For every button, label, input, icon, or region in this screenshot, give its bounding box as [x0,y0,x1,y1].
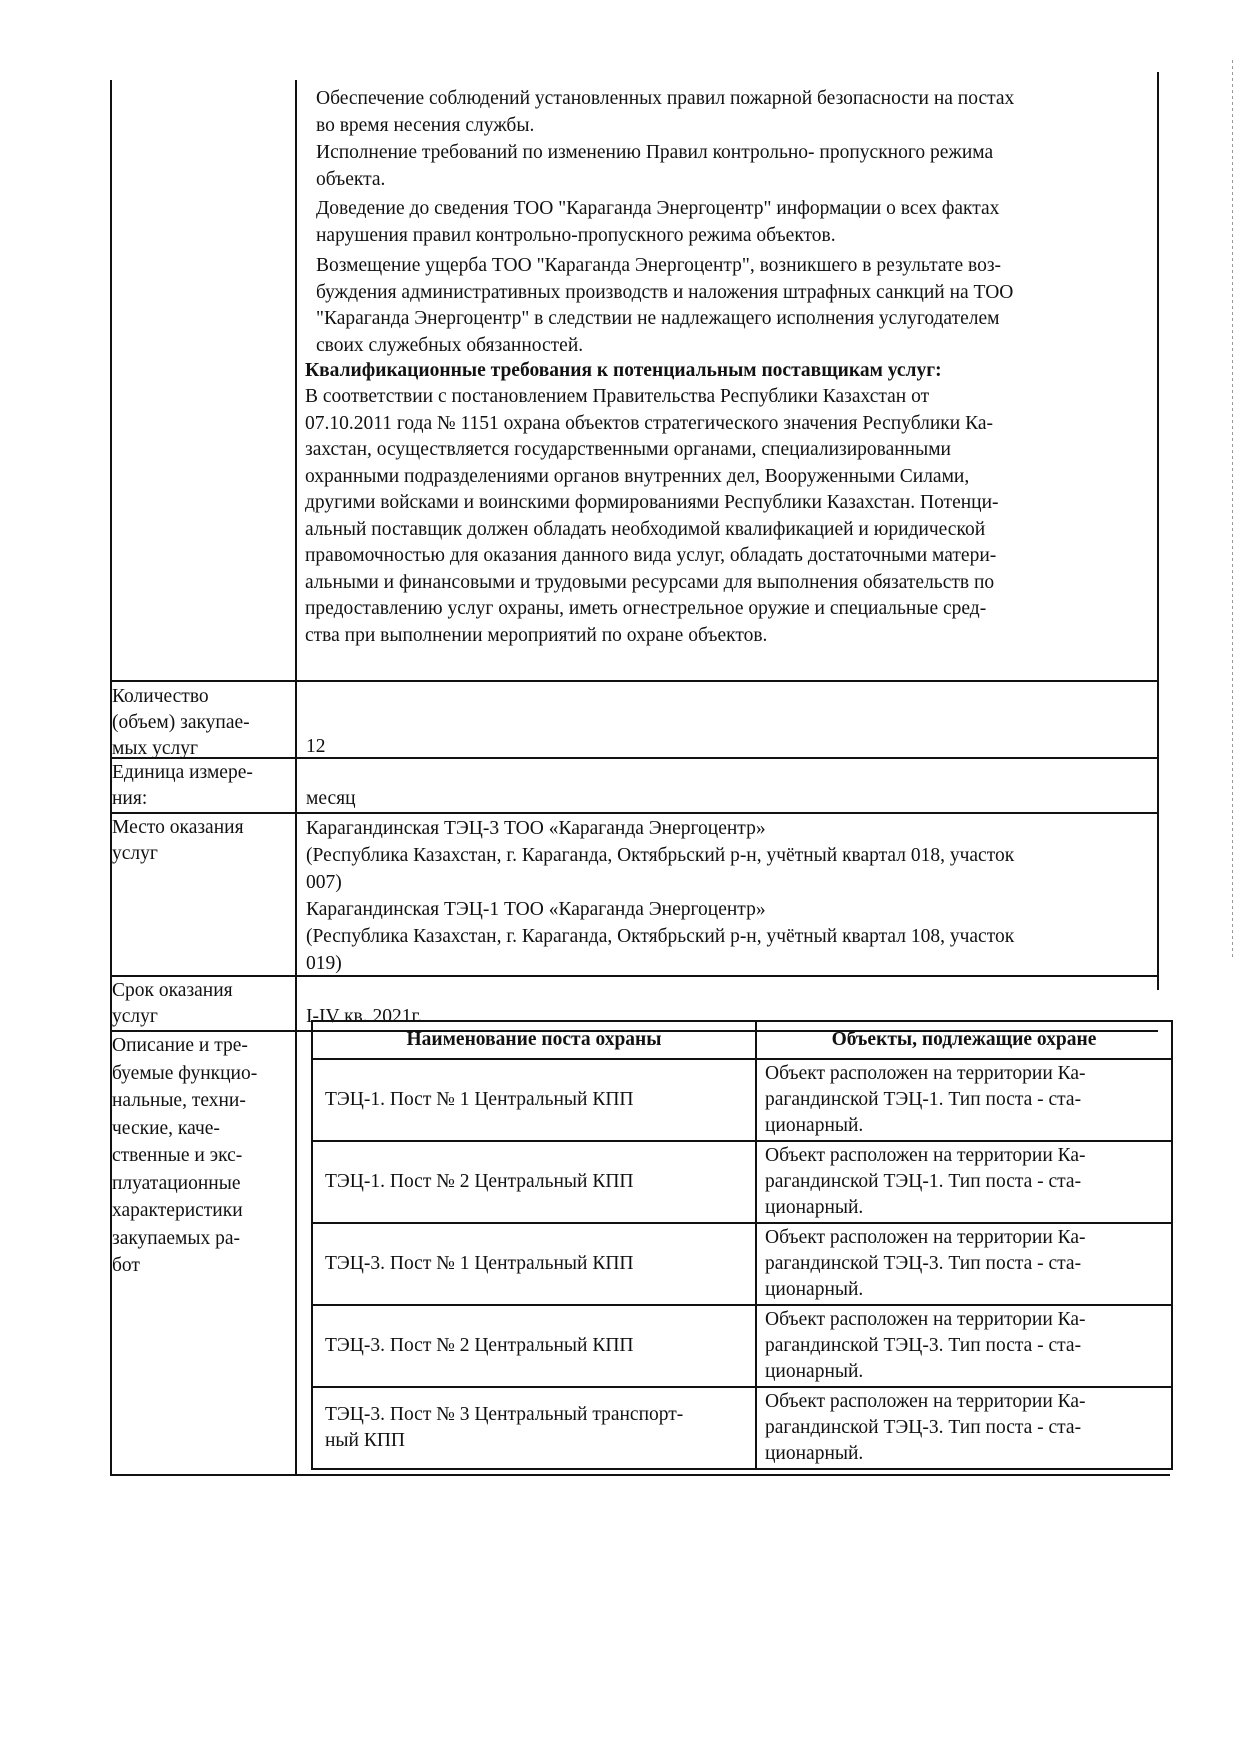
text-line: Объект расположен на территории Ка- [765,1063,1086,1084]
scan-edge-artifact [1232,60,1233,960]
text-line: ТЭЦ-1. Пост № 1 Центральный КПП [325,1089,634,1110]
table-bottom-border [110,1474,1170,1476]
quantity-value: 12 [306,736,326,757]
text-line: Доведение до сведения ТОО "Караганда Энергоцентр" информации о всех фактах [316,198,1000,219]
label-line: буемые функцио- [112,1062,258,1084]
duties-paragraph [316,86,1014,139]
text-line: ный КПП [325,1430,406,1451]
text-line: ционарный. [765,1115,864,1136]
text-line: правомочностью для оказания данного вида услуг, обладать достаточными матери- [305,545,997,566]
text-line: Возмещение ущерба ТОО "Караганда Энергоцентр", возникшего в результате воз- [316,255,1002,276]
place-label [112,815,282,867]
text-line: ционарный. [765,1279,864,1300]
text-line: ТЭЦ-1. Пост № 2 Центральный КПП [325,1171,634,1192]
column-header-post-name: Наименование поста охраны [312,1021,756,1059]
term-value: I-IV кв. 2021г. [306,1006,423,1027]
duties-paragraph [316,253,1013,359]
text-line: (Республика Казахстан, г. Караганда, Октябрьский р-н, учётный квартал 108, участок [306,926,1015,947]
table-row [312,1223,1172,1305]
text-line: ТЭЦ-3. Пост № 1 Центральный КПП [325,1253,634,1274]
row-divider [110,680,1158,682]
text-line: рагандинской ТЭЦ-3. Тип поста - ста- [765,1417,1082,1438]
text-line: ТЭЦ-3. Пост № 2 Центральный КПП [325,1335,634,1356]
table-header-row [312,1021,1172,1059]
text-line: рагандинской ТЭЦ-3. Тип поста - ста- [765,1335,1082,1356]
protected-object-cell [756,1305,1172,1387]
protected-object-cell [756,1387,1172,1469]
row-divider [110,812,1158,814]
label-line: услуг [112,1006,158,1027]
protected-object-cell [756,1223,1172,1305]
duties-paragraph [316,140,993,193]
label-line: услуг [112,843,158,864]
text-line: Обеспечение соблюдений установленных правил пожарной безопасности на постах [316,88,1015,109]
post-name-cell [312,1387,756,1469]
text-line: Объект расположен на территории Ка- [765,1227,1086,1248]
unit-value: месяц [306,788,356,809]
label-line: нальные, техни- [112,1090,246,1111]
post-name-cell [312,1223,756,1305]
text-line: предоставлению услуг охраны, иметь огнестрельное оружие и специальные сред- [305,598,987,619]
text-line: 007) [306,872,342,893]
label-line: Количество [112,686,209,707]
post-name-cell [312,1059,756,1141]
text-line: 07.10.2011 года № 1151 охрана объектов стратегического значения Республики Ка- [305,412,993,434]
label-line: ния: [112,788,148,809]
post-name-cell [312,1305,756,1387]
protected-object-cell [756,1059,1172,1141]
table-row [312,1305,1172,1387]
text-line: своих служебных обязанностей. [316,334,584,356]
place-value [306,815,1014,977]
label-line: бот [112,1255,140,1276]
qualification-text [305,384,999,649]
text-line: (Республика Казахстан, г. Караганда, Октябрьский р-н, учётный квартал 018, участок [306,845,1015,866]
text-line: ционарный. [765,1361,864,1382]
label-line: ственные и экс- [112,1145,243,1166]
text-line: буждения административных производств и наложения штрафных санкций на ТОО [316,281,1014,303]
security-posts-table [311,1020,1173,1470]
text-line: Объект расположен на территории Ка- [765,1309,1086,1330]
text-line: объекта. [316,168,386,190]
qualification-heading: Квалификационные требования к потенциальным поставщикам услуг: [305,360,942,381]
text-line: Карагандинская ТЭЦ-3 ТОО «Караганда Энергоцентр» [306,818,766,839]
text-line: охранными подразделениями органов внутренних дел, Вооруженными Силами, [305,465,970,487]
text-line: альный поставщик должен обладать необходимой квалификацией и юридической [305,518,986,540]
label-line: ческие, каче- [112,1117,220,1139]
text-line: В соответствии с постановлением Правительства Республики Казахстан от [305,386,930,407]
label-line: характеристики [112,1200,243,1221]
text-line: рагандинской ТЭЦ-1. Тип поста - ста- [765,1171,1082,1192]
text-line: рагандинской ТЭЦ-1. Тип поста - ста- [765,1089,1082,1110]
protected-object-cell [756,1141,1172,1223]
text-line: другими войсками и воинскими формированиями Республики Казахстан. Потенци- [305,492,999,513]
text-line: во время несения службы. [316,114,535,136]
text-line: ства при выполнении мероприятий по охране объектов. [305,624,768,646]
text-line: ционарный. [765,1443,864,1464]
label-line: плуатационные [112,1172,241,1194]
table-right-border [1157,72,1159,990]
text-line: альными и финансовыми и трудовыми ресурсами для выполнения обязательств по [305,571,995,593]
label-line: Место оказания [112,817,244,838]
post-name-cell [312,1141,756,1223]
label-line: Срок оказания [112,980,233,1001]
label-line: (объем) закупае- [112,712,250,733]
description-label [112,1032,282,1280]
text-line: Объект расположен на территории Ка- [765,1391,1086,1412]
text-line: ТЭЦ-3. Пост № 3 Центральный транспорт- [325,1404,684,1425]
label-line: закупаемых ра- [112,1227,241,1249]
unit-label [112,760,282,812]
text-line: Исполнение требований по изменению Правил контрольно- пропускного режима [316,142,994,163]
duties-paragraph [316,196,999,249]
table-row [312,1387,1172,1469]
text-line: рагандинской ТЭЦ-3. Тип поста - ста- [765,1253,1082,1274]
text-line: Объект расположен на территории Ка- [765,1145,1086,1166]
quantity-label [112,684,282,762]
table-column-divider [295,80,297,1476]
text-line: захстан, осуществляется государственными органами, специализированными [305,439,951,460]
table-row [312,1141,1172,1223]
text-line: ционарный. [765,1197,864,1218]
text-line: Карагандинская ТЭЦ-1 ТОО «Караганда Энергоцентр» [306,899,766,920]
text-line: нарушения правил контрольно-пропускного режима объектов. [316,224,836,246]
text-line: 019) [306,953,342,974]
label-line: Описание и тре- [112,1035,248,1056]
text-line: "Караганда Энергоцентр" в следствии не надлежащего исполнения услугодателем [316,308,1000,329]
column-header-protected-objects: Объекты, подлежащие охране [756,1021,1172,1059]
label-line: Единица измере- [112,762,253,783]
table-row [312,1059,1172,1141]
term-label [112,978,282,1030]
label-line: мых услуг [112,738,198,759]
